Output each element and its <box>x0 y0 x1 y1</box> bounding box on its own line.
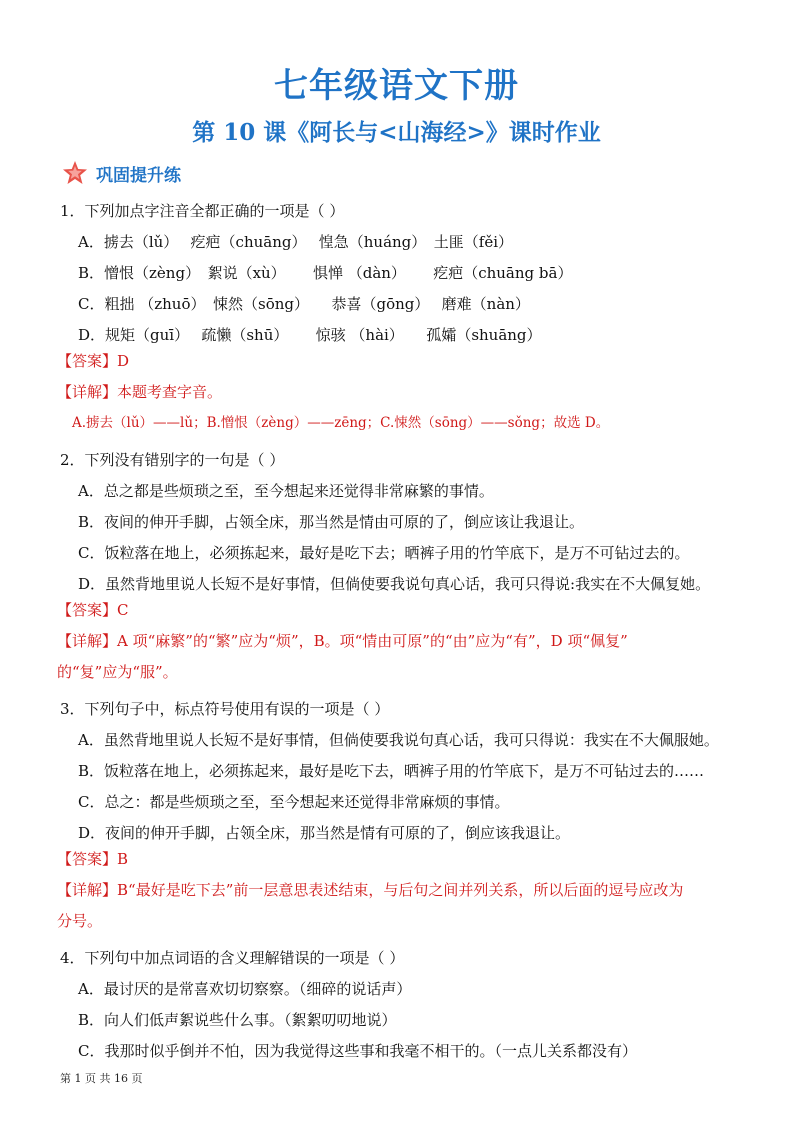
explanation-text: 【详解】本题考查字音。 <box>57 383 223 401</box>
question-option: A．最讨厌的是常喜欢切切察察。（细碎的说话声） <box>78 980 412 998</box>
question-option: D．规矩（guī） 疏懒（shū） 惊骇 （hài） 孤孀（shuāng） <box>78 326 542 344</box>
page-number: 第 1 页 共 16 页 <box>60 1072 143 1085</box>
star-icon <box>62 160 88 186</box>
question-option: A．虽然背地里说人长短不是好事情，但倘使要我说句真心话，我可只得说：我实在不大佩服她。 <box>78 731 719 749</box>
section-label: 巩固提升练 <box>96 165 181 186</box>
lesson-subtitle: 第 10 课《阿长与<山海经>》课时作业 <box>192 119 601 146</box>
question-stem: 3．下列句子中，标点符号使用有误的一项是（ ） <box>60 700 390 718</box>
question-option: B．夜间的伸开手脚，占领全床，那当然是情由可原的了，倒应该让我退让。 <box>78 513 585 531</box>
explanation-text: 的“复”应为“服”。 <box>57 663 178 681</box>
question-stem: 4．下列句中加点词语的含义理解错误的一项是（ ） <box>60 949 405 967</box>
question-option: C．饭粒落在地上，必须拣起来，最好是吃下去；晒裤子用的竹竿底下，是万不可钻过去的。 <box>78 544 690 562</box>
question-option: A．掳去（lǔ） 疙疤（chuāng） 惶急（huáng） 土匪（fěi） <box>78 233 514 251</box>
question-option: B．饭粒落在地上，必须拣起来，最好是吃下去，晒裤子用的竹竿底下，是万不可钻过去的…… <box>78 762 705 780</box>
explanation-text: 分号。 <box>57 912 103 930</box>
explanation-text: 【详解】A 项“麻繁”的“繁”应为“烦”，B。项“情由可原”的“由”应为“有”，D 项“佩复” <box>57 632 628 650</box>
question-option: C．我那时似乎倒并不怕，因为我觉得这些事和我毫不相干的。（一点儿关系都没有） <box>78 1042 637 1060</box>
question-option: B．憎恨（zèng） 絮说（xù） 惧惮 （dàn） 疙疤（chuāng bā） <box>78 264 573 282</box>
page-title: 七年级语文下册 <box>274 66 519 106</box>
answer-label: 【答案】C <box>57 601 129 619</box>
answer-label: 【答案】D <box>57 352 130 370</box>
question-option: C．粗拙 （zhuō） 悚然（sōng） 恭喜（gōng） 磨难（nàn） <box>78 295 530 313</box>
question-option: A．总之都是些烦琐之至，至今想起来还觉得非常麻繁的事情。 <box>78 482 494 500</box>
question-option: D．夜间的伸开手脚，占领全床，那当然是情有可原的了，倒应该我退让。 <box>78 824 571 842</box>
explanation-text: 【详解】B“最好是吃下去”前一层意思表述结束，与后句之间并列关系，所以后面的逗号应改为 <box>57 881 684 899</box>
answer-label: 【答案】B <box>57 850 129 868</box>
question-stem: 2．下列没有错别字的一句是（ ） <box>60 451 285 469</box>
question-option: B．向人们低声絮说些什么事。（絮絮叨叨地说） <box>78 1011 397 1029</box>
question-option: C．总之：都是些烦琐之至，至今想起来还觉得非常麻烦的事情。 <box>78 793 510 811</box>
section-header <box>62 160 181 186</box>
question-option: D．虽然背地里说人长短不是好事情，但倘使要我说句真心话，我可只得说:我实在不大佩复她。 <box>78 575 711 593</box>
explanation-text: A.掳去（lǔ）——lǔ；B.憎恨（zèng）——zēng；C.悚然（sōng）——sǒng；故选 D。 <box>72 415 610 431</box>
question-stem: 1．下列加点字注音全都正确的一项是（ ） <box>60 202 345 220</box>
